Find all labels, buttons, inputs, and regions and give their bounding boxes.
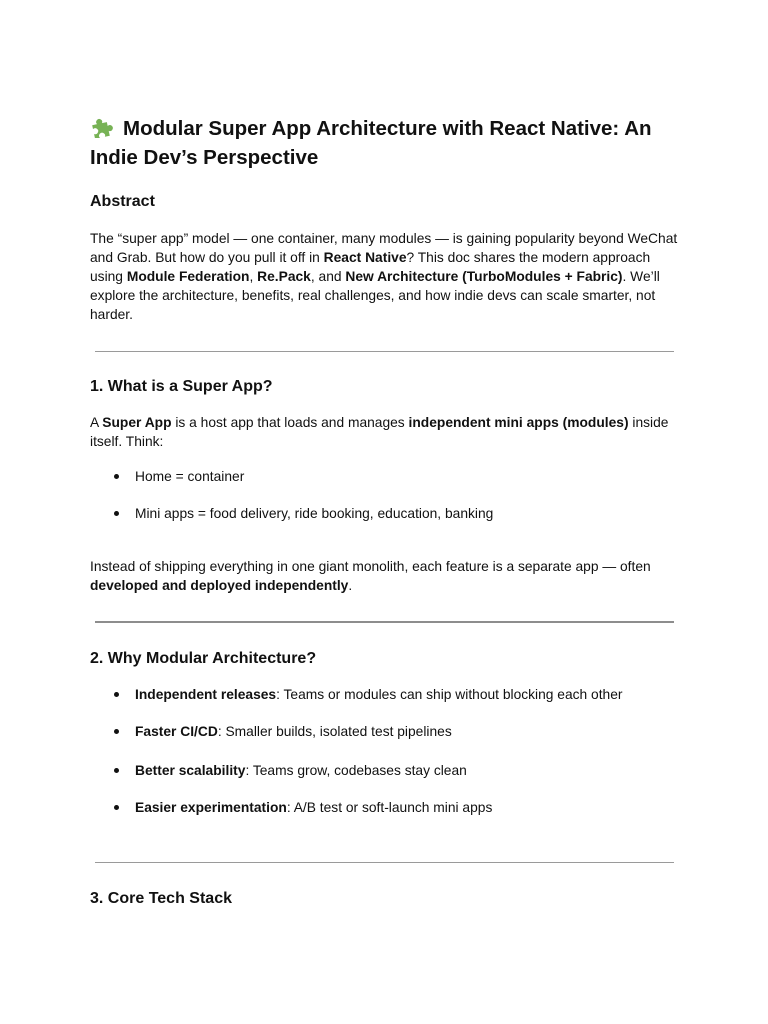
bullet-icon [114,692,119,697]
divider [95,621,674,623]
abstract-paragraph: The “super app” model — one container, many modules — is gaining popularity beyond WeChat and Grab. But how do you pull it off in React Native? This doc shares the modern approach using Module Federation, Re.Pack, and New Architecture (TurboModules + Fabric). We’ll explore the architecture, benefits, real challenges, and how indie devs can scale smarter, not harder. [90,231,678,322]
section-1-intro: A Super App is a host app that loads and manages independent mini apps (modules) inside itself. Think: [90,415,669,449]
divider [95,351,674,352]
section-1-outro: Instead of shipping everything in one giant monolith, each feature is a separate app — often developed and deployed independently. [90,559,651,593]
bullet-icon [114,474,119,479]
bullet-icon [114,768,119,773]
page-title [90,114,690,172]
puzzle-piece-icon [90,116,116,138]
bullet-icon [114,511,119,516]
abstract-heading: Abstract [90,193,155,210]
bullet-icon [114,805,119,810]
section-2-heading: 2. Why Modular Architecture? [90,650,317,667]
title-text: Modular Super App Architecture with React Native: An Indie Dev’s Perspective [90,117,652,169]
bullet-icon [114,729,119,734]
section-1-heading: 1. What is a Super App? [90,378,273,395]
section-3-heading: 3. Core Tech Stack [90,890,232,907]
divider [95,862,674,863]
